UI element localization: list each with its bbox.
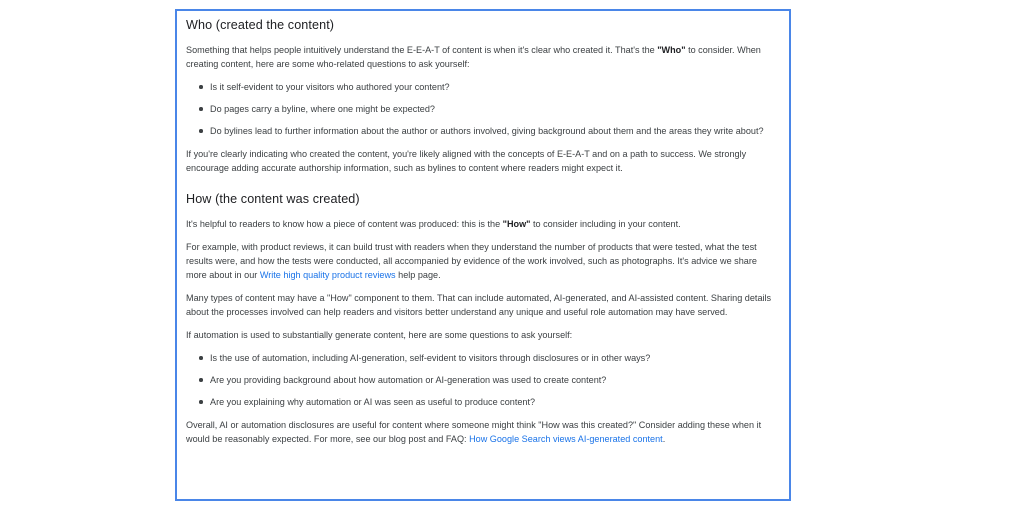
who-question-item: Do bylines lead to further information about the author or authors involved, giving background about them and the areas they write about?	[210, 124, 780, 138]
how-intro-text-2: to consider including in your content.	[530, 219, 681, 229]
who-intro-paragraph	[186, 43, 780, 71]
how-example-text-1: For example, with product reviews, it can build trust with readers when they understand the number of products that were tested, what the test results were, and how the tests were conducted, all accompanied by evidence of the work involved, such as photographs. It's advice we share more about in our	[186, 242, 757, 280]
how-intro-bold: "How"	[502, 219, 531, 229]
automation-question-item: Is the use of automation, including AI-generation, self-evident to visitors through disclosures or in other ways?	[210, 351, 780, 365]
how-closing-text-1: Overall, AI or automation disclosures are useful for content where someone might think "How was this created?" Consider adding these when it would be reasonably expected. For more, see our blog post and FAQ:	[186, 420, 762, 444]
who-closing-paragraph: If you're clearly indicating who created the content, you're likely aligned with the concepts of E-E-A-T and on a path to success. We strongly encourage adding accurate authorship information, such as bylines to content where readers might expect it.	[186, 149, 747, 173]
how-example-paragraph	[186, 240, 780, 282]
how-example-text-2: help page.	[395, 270, 441, 280]
who-question-item: Is it self-evident to your visitors who authored your content?	[210, 80, 780, 94]
section-heading-how: How (the content was created)	[186, 192, 360, 206]
who-questions-list	[186, 80, 780, 138]
article-body	[186, 17, 780, 446]
who-intro-bold: "Who"	[657, 45, 686, 55]
how-intro-paragraph	[186, 217, 780, 231]
who-intro-text-1: Something that helps people intuitively understand the E-E-A-T of content is when it's clear who created it. That's the	[186, 45, 658, 55]
ai-generated-content-link[interactable]: How Google Search views AI-generated content	[469, 434, 663, 444]
automation-questions-list	[186, 351, 780, 409]
who-question-item: Do pages carry a byline, where one might be expected?	[210, 102, 780, 116]
section-heading-who: Who (created the content)	[186, 18, 335, 32]
automation-question-item: Are you explaining why automation or AI was seen as useful to produce content?	[210, 395, 780, 409]
how-closing-text-2: .	[662, 434, 666, 444]
how-intro-text-1: It's helpful to readers to know how a piece of content was produced: this is the	[186, 219, 503, 229]
automation-question-item: Are you providing background about how automation or AI-generation was used to create content?	[210, 373, 780, 387]
product-reviews-link[interactable]: Write high quality product reviews	[259, 270, 396, 280]
who-intro-text-2: to consider. When creating content, here are some who-related questions to ask yourself:	[186, 45, 761, 69]
automation-intro-paragraph: If automation is used to substantially generate content, here are some questions to ask yourself:	[186, 330, 573, 340]
how-types-paragraph: Many types of content may have a "How" component to them. That can include automated, AI-generated, and AI-assisted content. Sharing details about the processes involved can help readers and visitors better understand any unique and useful role automation may have served.	[186, 293, 772, 317]
how-closing-paragraph	[186, 418, 780, 446]
content-frame	[175, 9, 791, 501]
